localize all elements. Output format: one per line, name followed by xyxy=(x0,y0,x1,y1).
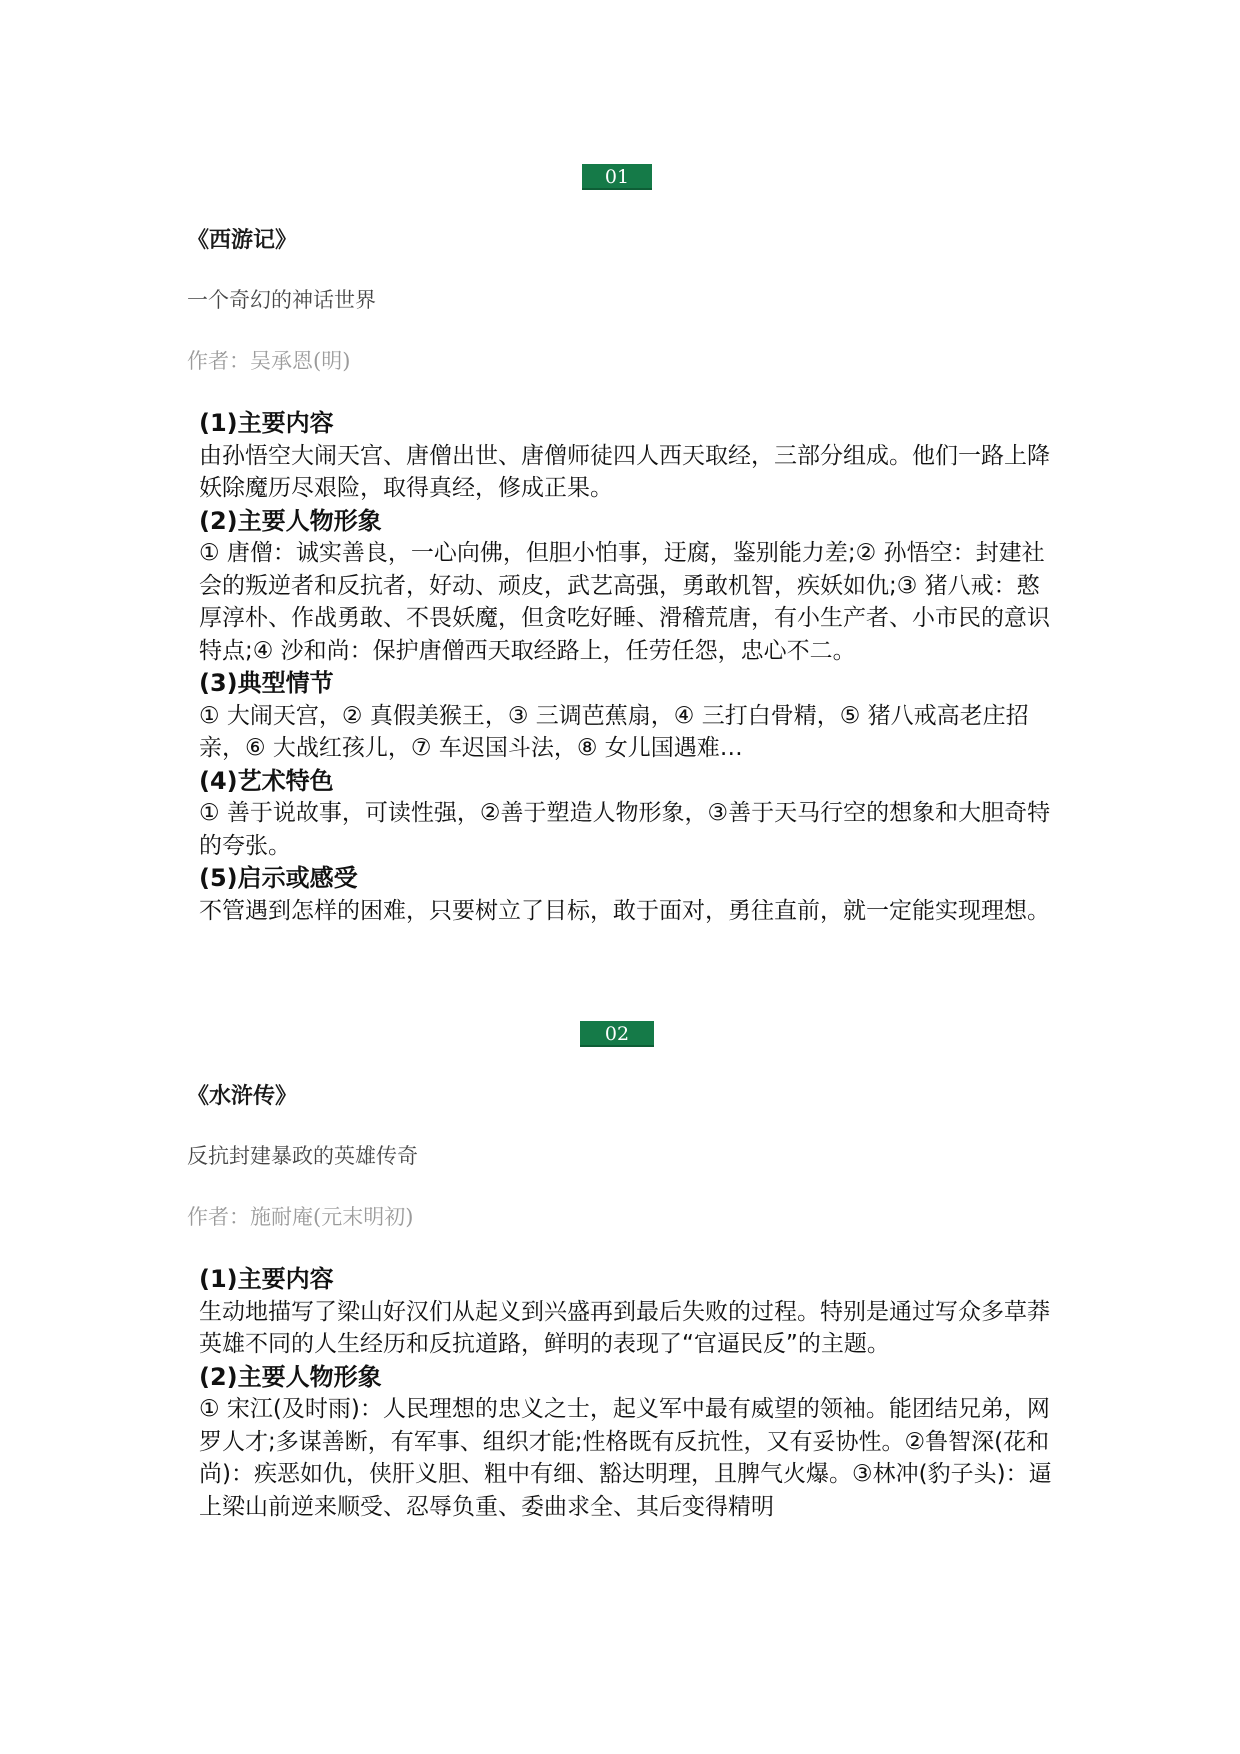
book-title: 《西游记》 xyxy=(187,227,298,253)
book-subtitle: 反抗封建暴政的英雄传奇 xyxy=(187,1144,418,1168)
section-heading: (5)启示或感受 xyxy=(199,864,358,892)
book-author: 作者：吴承恩(明) xyxy=(187,349,351,373)
section-text: ① 唐僧：诚实善良，一心向佛，但胆小怕事，迂腐，鉴别能力差;② 孙悟空：封建社会的叛逆者和反抗者，好动、顽皮，武艺高强，勇敢机智，疾妖如仇;③ 猪八戒：憨厚淳朴、作战勇敢、不畏妖魔，但贪吃好睡、滑稽荒唐，有小生产者、小市民的意识特点;④ 沙和尚：保护唐僧西天取经路上，任劳任怨，忠心不二。 xyxy=(199,540,1050,664)
section-text: 由孙悟空大闹天宫、唐僧出世、唐僧师徒四人西天取经，三部分组成。他们一路上降妖除魔历尽艰险，取得真经，修成正果。 xyxy=(199,442,1050,501)
section-text: 生动地描写了梁山好汉们从起义到兴盛再到最后失败的过程。特别是通过写众多草莽英雄不同的人生经历和反抗道路，鲜明的表现了“官逼民反”的主题。 xyxy=(199,1298,1050,1357)
book-author: 作者：施耐庵(元末明初) xyxy=(187,1205,414,1229)
section-heading: (2)主要人物形象 xyxy=(199,1362,382,1391)
section-heading: (1)主要内容 xyxy=(199,409,334,437)
section-text: ① 宋江(及时雨)：人民理想的忠义之士，起义军中最有威望的领袖。能团结兄弟，网罗人才;多谋善断，有军事、组织才能;性格既有反抗性，又有妥协性。②鲁智深(花和尚)：疾恶如仇，侠肝义胆、粗中有细、豁达明理，且脾气火爆。③林冲(豹子头)：逼上梁山前逆来顺受、忍辱负重、委曲求全、其后变得精明 xyxy=(199,1396,1052,1520)
section-heading: (2)主要人物形象 xyxy=(199,506,382,535)
book-notes xyxy=(199,407,1059,927)
book-subtitle: 一个奇幻的神话世界 xyxy=(187,288,376,312)
section-text: ① 大闹天宫，② 真假美猴王，③ 三调芭蕉扇，④ 三打白骨精，⑤ 猪八戒高老庄招亲，⑥ 大战红孩儿，⑦ 车迟国斗法，⑧ 女儿国遇难… xyxy=(199,702,1029,761)
section-text: 不管遇到怎样的困难，只要树立了目标，敢于面对，勇往直前，就一定能实现理想。 xyxy=(199,897,1050,924)
book-title: 《水浒传》 xyxy=(187,1083,298,1109)
section-heading: (1)主要内容 xyxy=(199,1265,334,1293)
section-number-badge: 02 xyxy=(580,1021,654,1047)
section-heading: (4)艺术特色 xyxy=(199,766,334,795)
section-heading: (3)典型情节 xyxy=(199,669,334,697)
book-notes xyxy=(199,1263,1059,1523)
section-text: ① 善于说故事，可读性强，②善于塑造人物形象，③善于天马行空的想象和大胆奇特的夸张。 xyxy=(199,800,1051,859)
section-number-badge: 01 xyxy=(582,164,652,190)
